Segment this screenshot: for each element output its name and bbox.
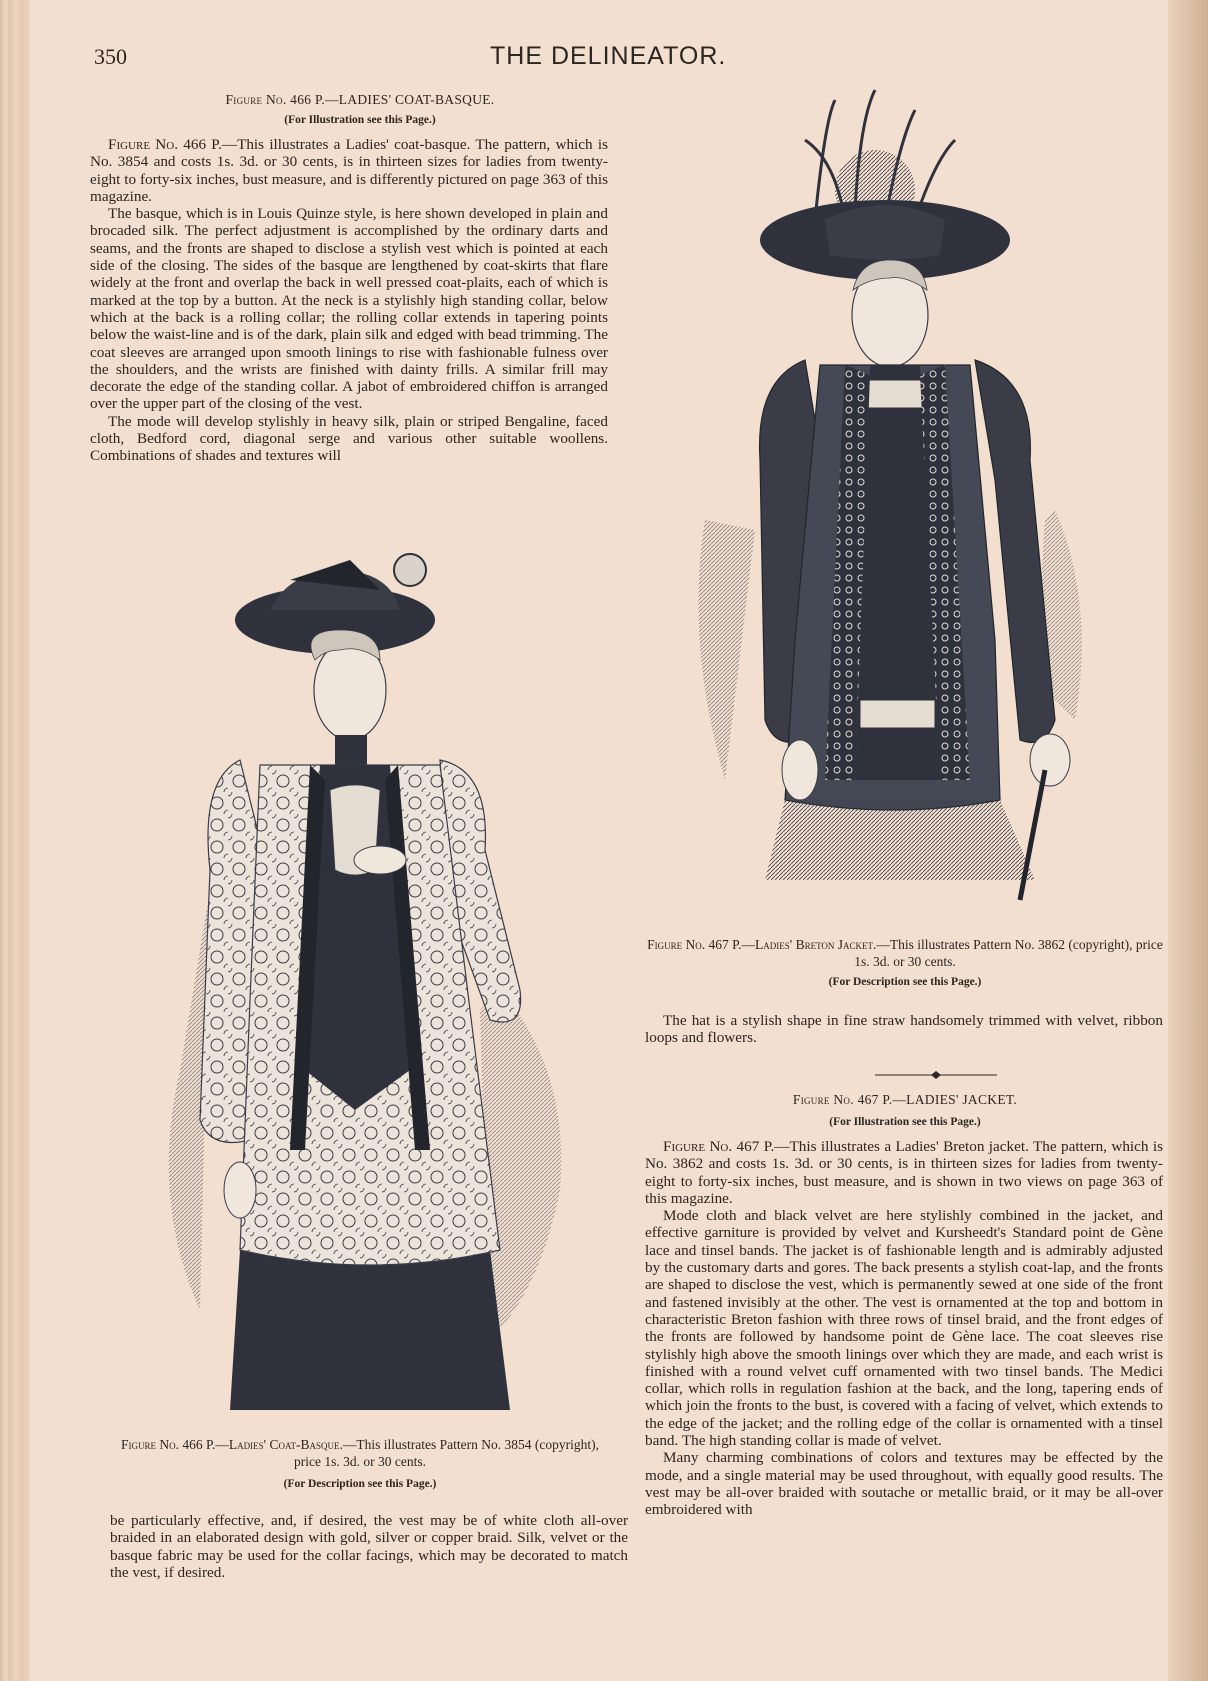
caption-466: Figure No. 466 P.—Ladies' Coat-Basque.—This illustrates Pattern No. 3854 (copyright), price 1s. 3d. or 30 cents. [121,1437,599,1469]
article-467-paragraph-2: Mode cloth and black velvet are here stylishly combined in the jacket, and effective garniture is provided by velvet and Kursheedt's Standard point de Gène lace and tinsel bands. The jacket is of fashionable length and is admirably adjusted by the customary darts and gores. The back presents a stylish coat-lap, and the fronts are shaped to disclose the vest, which is permanently sewed at one side of the front and fastened invisibly at the other. The vest is ornamented at the top and bottom in characteristic Breton fashion with three rows of tinsel braid, and the front edges of the fronts are followed by handsome point de Gène lace. The coat sleeves rise stylishly high above the smooth linings over which they are made, and each wrist is finished with a round velvet cuff ornamented with two tinsel bands. The Medici collar, which rolls in regulation fashion at the back, and the long, tapering ends of which join the fronts to the bust, is covered with a facing of velvet, which extends to the edge of the jacket; and the rolling edge of the collar is ornamented with a tinsel band. The high standing collar is made of velvet. [645,1207,1163,1450]
article-467-subheading: (For Illustration see this Page.) [829,1116,981,1128]
section-divider [875,1070,997,1080]
article-467-body [645,1138,1163,1519]
article-467-heading: Figure No. 467 P.—LADIES' JACKET. [792,1092,1018,1107]
article-467-paragraph-1: —This illustrates a Ladies' Breton jacket. The pattern, which is No. 3862 and costs 1s. 3d. or 30 cents, is in thirteen sizes for ladies from twenty-eight to forty-six inches, bust measure, and is shown in two views on page 363 of this magazine. [645,1138,1163,1207]
article-466-lead-label: Figure No. 466 P. [108,136,222,153]
article-466-heading: Figure No. 466 P.—LADIES' COAT-BASQUE. [225,92,495,107]
caption-466-sub: (For Description see this Page.) [283,1478,437,1490]
caption-467: Figure No. 467 P.—Ladies' Breton Jacket.—This illustrates Pattern No. 3862 (copyright), price 1s. 3d. or 30 cents. [647,937,1163,969]
book-page-edge-right [1168,0,1208,1681]
breton-jacket-illustration [675,80,1115,920]
article-467-lead-label: Figure No. 467 P. [663,1138,775,1155]
article-467-paragraph-3: Many charming combinations of colors and textures may be effected by the mode, and a single material may be used throughout, with equally good results. The vest may be all-over braided with soutache or metallic braid, or it may be all-over embroidered with [645,1449,1163,1519]
book-page-edge-left [0,0,30,1681]
article-466-subheading: (For Illustration see this Page.) [284,114,436,126]
article-466-continuation: be particularly effective, and, if desired, the vest may be of white cloth all-over braided in an elaborated design with gold, silver or copper braid. Silk, velvet or the basque fabric may be used for the collar facings, which may be decorated to match the vest, if desired. [110,1512,628,1581]
caption-467-sub: (For Description see this Page.) [828,976,982,988]
article-466-paragraph-1: —This illustrates a Ladies' coat-basque. The pattern, which is No. 3854 and costs 1s. 3d. or 30 cents, is in thirteen sizes for ladies from twenty-eight to forty-six inches, bust measure, and is differently pictured on page 363 of this magazine. [90,136,608,205]
article-466-paragraph-2: The basque, which is in Louis Quinze style, is here shown developed in plain and brocaded silk. The perfect adjustment is accomplished by the ordinary darts and seams, and the fronts are shaped to disclose a stylish vest which is pointed at each side of the closing. The sides of the basque are lengthened by coat-skirts that flare widely at the front and overlap the back in well pressed coat-plaits, each of which is marked at the top by a button. At the neck is a stylishly high standing collar, below which at the back is a rolling collar; the rolling collar extends in tapering points below the waist-line and is of the dark, plain silk and edged with bead trimming. The coat sleeves are arranged upon smooth linings to rise with fashionable fulness over the shoulders, and the wrists are finished with dainty frills. A similar frill may decorate the edge of the standing collar. A jabot of embroidered chiffon is arranged over the upper part of the closing of the vest. [90,205,608,413]
hat-note: The hat is a stylish shape in fine straw handsomely trimmed with velvet, ribbon loops and flowers. [645,1012,1163,1047]
article-466-paragraph-3: The mode will develop stylishly in heavy silk, plain or striped Bengaline, faced cloth, Bedford cord, diagonal serge and various other suitable woollens. Combinations of shades and textures will [90,412,608,465]
coat-basque-illustration [140,550,580,1420]
magazine-page [30,0,1168,1681]
article-466-body [90,136,608,465]
running-head: THE DELINEATOR. [490,42,727,70]
page-number: 350 [94,44,127,69]
